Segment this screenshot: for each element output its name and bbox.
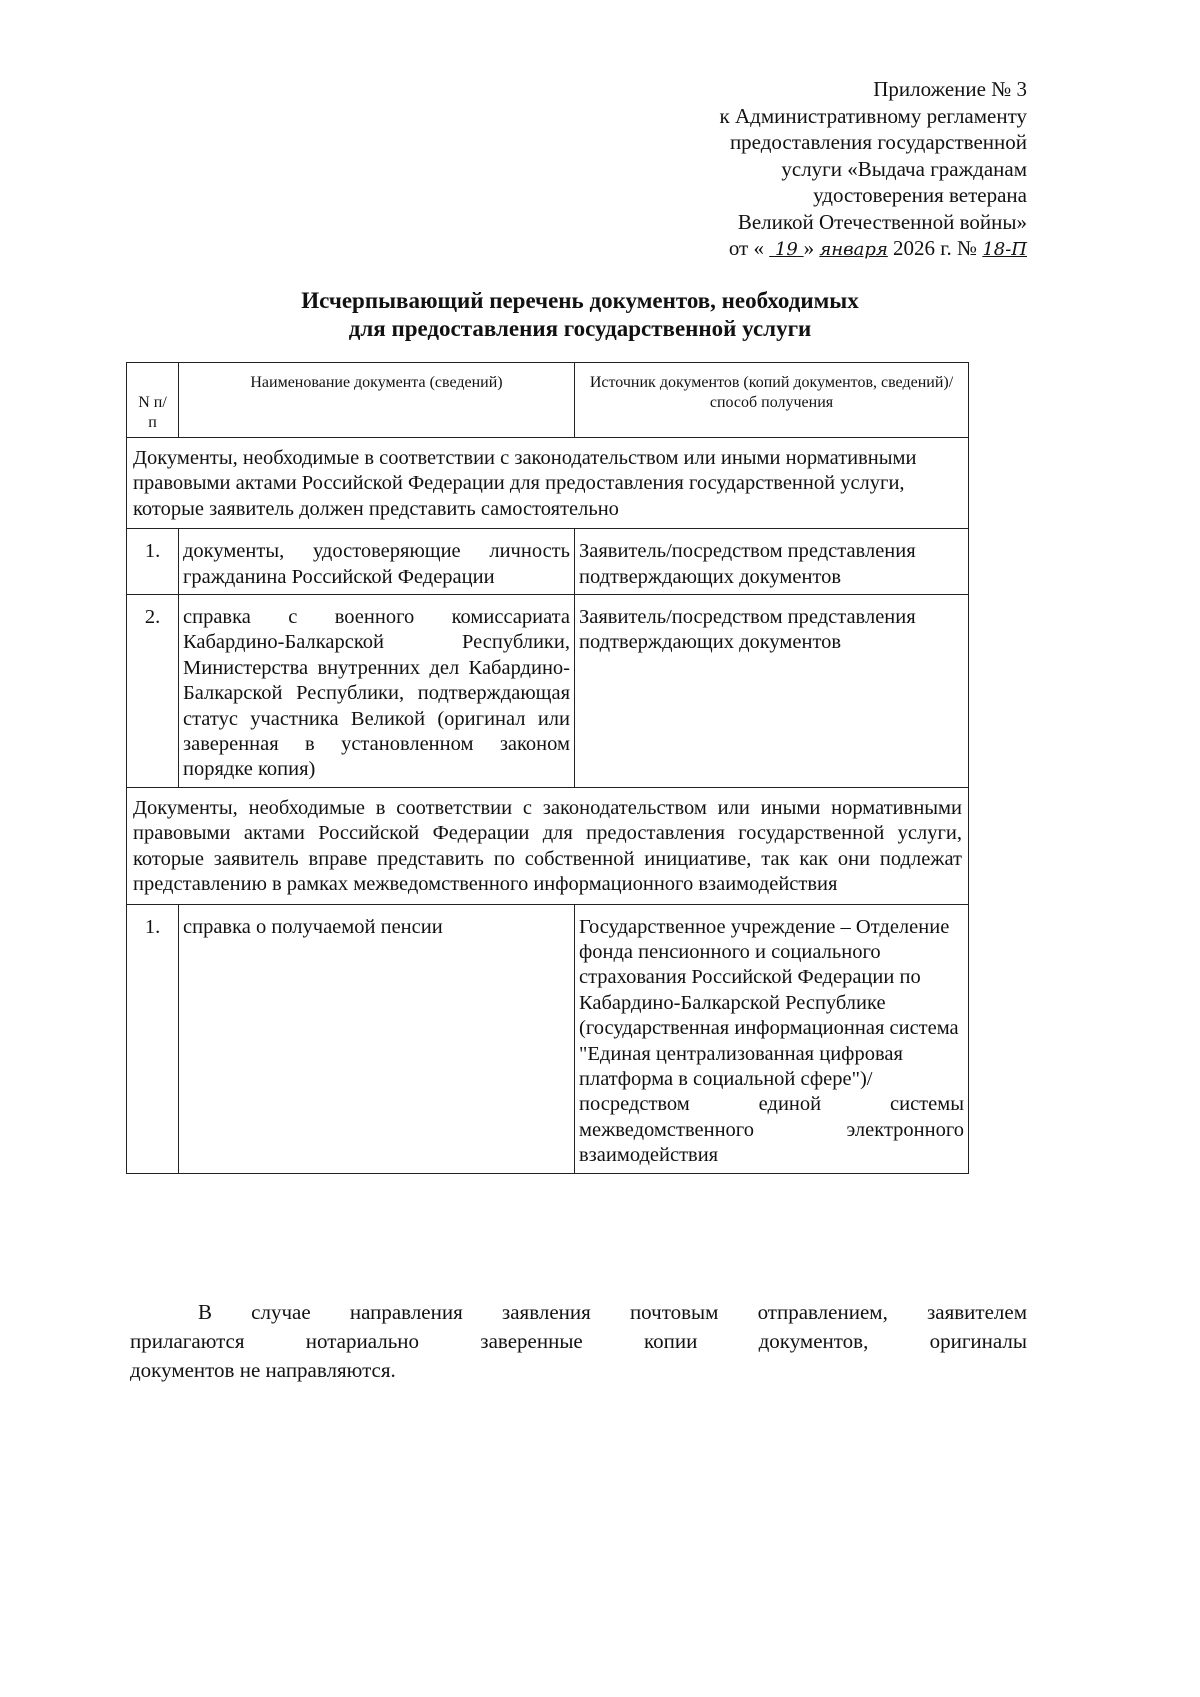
appendix-line: предоставления государственной — [729, 130, 1027, 154]
row-source-part-1: Государственное учреждение – Отделение фонда пенсионного и социального страхования Российской Федерации по Кабардино-Балкарской Республике (государственная информационная система "Единая централизованная цифровая платформа в социальной сфере")/ — [579, 915, 959, 1090]
table-header-row — [127, 363, 969, 438]
appendix-line: Великой Отечественной войны» — [737, 209, 1027, 234]
date-month-handwritten: января — [819, 239, 888, 260]
section-row — [127, 438, 969, 529]
row-document-name: справка о получаемой пенсии — [179, 904, 575, 1173]
row-num: 1. — [127, 904, 179, 1173]
closing-line-1: В случае направления заявления почтовым отправлением, заявителем — [198, 1300, 1027, 1324]
row-source: Заявитель/посредством представления подтверждающих документов — [575, 595, 969, 788]
document-number-handwritten: 18-П — [982, 239, 1027, 260]
row-document-name: документы, удостоверяющие личность гражданина Российской Федерации — [179, 529, 575, 595]
title-line-1: Исчерпывающий перечень документов, необходимых — [301, 288, 859, 313]
row-num: 1. — [127, 529, 179, 595]
row-source: Заявитель/посредством представления подтверждающих документов — [575, 529, 969, 595]
appendix-line: Приложение № 3 — [873, 77, 1027, 101]
row-source — [575, 904, 969, 1173]
row-document-name: справка с военного комиссариата Кабардино-Балкарской Республики, Министерства внутренних дел Кабардино-Балкарской Республики, подтверждающая статус участника Великой (оригинал или заверенная в установленном законом порядке копия) — [179, 595, 575, 788]
table-row — [127, 529, 969, 595]
row-source-part-2: посредством единой системы межведомственного электронного взаимодействия — [579, 1093, 964, 1167]
document-title — [160, 287, 1000, 343]
closing-paragraph — [130, 1298, 1027, 1385]
appendix-block — [600, 76, 1027, 264]
table-row — [127, 595, 969, 788]
header-name: Наименование документа (сведений) — [179, 363, 575, 438]
title-line-2: для предоставления государственной услуги — [348, 316, 812, 341]
appendix-line: к Административному регламенту — [719, 103, 1027, 128]
row-num: 2. — [127, 595, 179, 788]
section-2-title: Документы, необходимые в соответствии с законодательством или иными нормативными правовыми актами Российской Федерации для предоставления государственной услуги, которые заявитель вправе представить по собственной инициативе, так как они подлежат представлению в рамках межведомственного информационного взаимодействия — [127, 787, 969, 904]
date-prefix: от « — [728, 236, 764, 260]
date-year: 2026 г. № — [893, 236, 978, 260]
section-row — [127, 787, 969, 904]
header-source: Источник документов (копий документов, сведений)/ способ получения — [575, 363, 969, 438]
header-num: N п/п — [127, 363, 179, 438]
date-day-handwritten: 19 — [774, 239, 798, 260]
closing-line-3: документов не направляются. — [130, 1358, 396, 1382]
documents-table — [126, 362, 969, 1174]
closing-line-2: прилагаются нотариально заверенные копии документов, оригиналы — [130, 1329, 1027, 1353]
section-1-title: Документы, необходимые в соответствии с законодательством или иными нормативными правовыми актами Российской Федерации для предоставления государственной услуги, которые заявитель должен представить самостоятельно — [127, 438, 969, 529]
appendix-line: удостоверения ветерана — [813, 183, 1027, 207]
appendix-date-line: от « 19 » января 2026 г. № 18-П — [728, 236, 1027, 260]
table-row — [127, 904, 969, 1173]
appendix-line: услуги «Выдача гражданам — [781, 156, 1027, 181]
